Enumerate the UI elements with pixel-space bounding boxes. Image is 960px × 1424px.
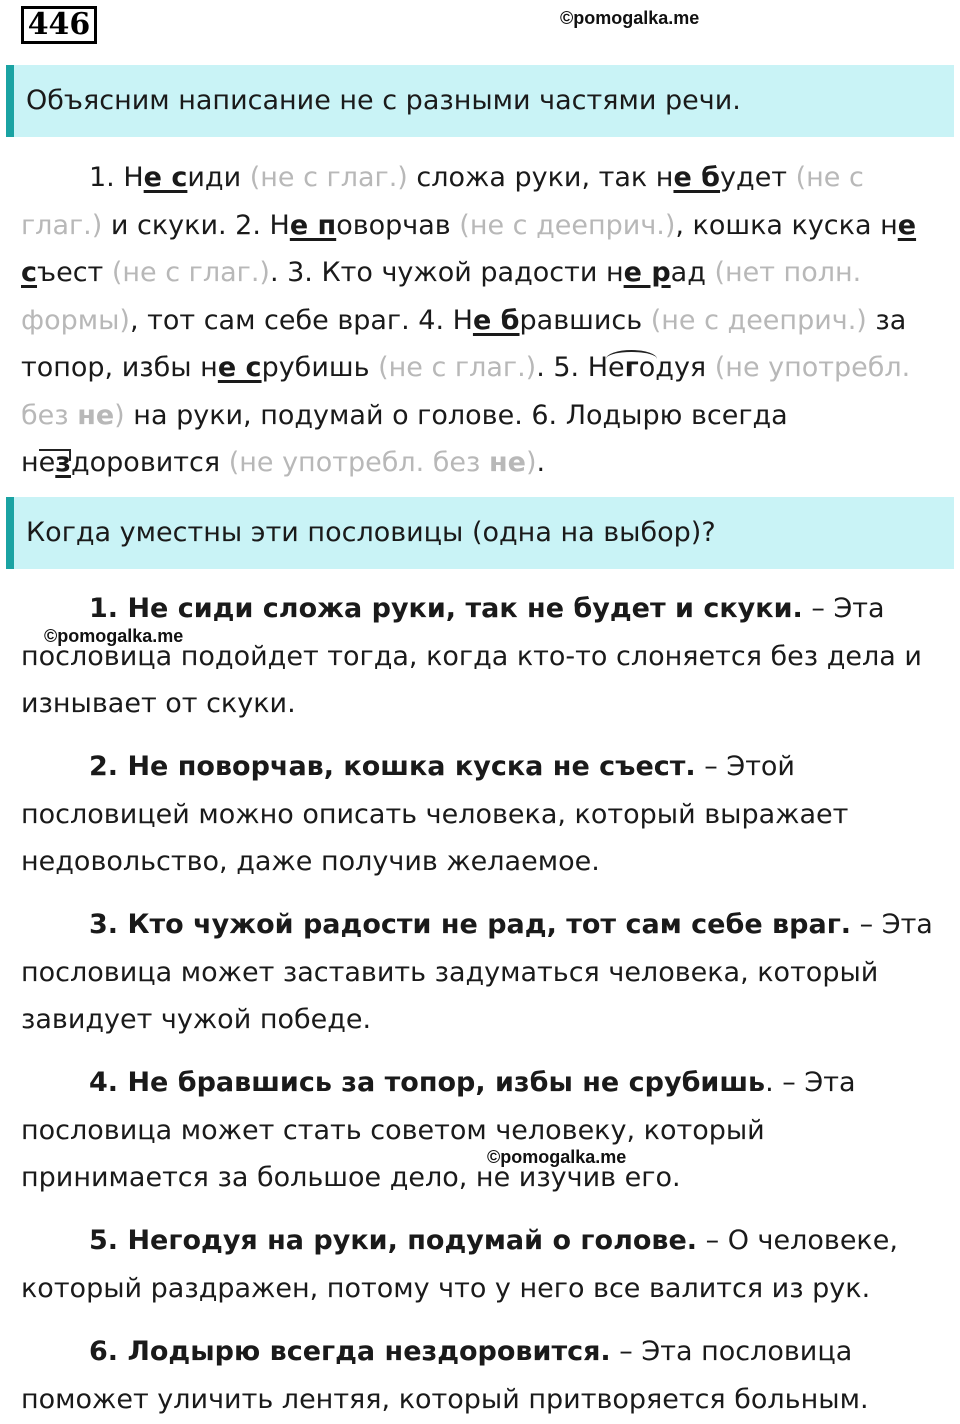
answer-6-proverb: 6. Лодырю всегда нездоровится. xyxy=(89,1336,611,1367)
answer-6-explanation: – Эта пословица поможет уличить лентяя, который притворяется больным. xyxy=(21,1336,869,1415)
answer-5-explanation: – О человеке, который раздражен, потому что у него все валится из рук. xyxy=(21,1225,898,1304)
answer-1 xyxy=(21,585,941,728)
answer-5 xyxy=(21,1217,941,1312)
answer-3-explanation: – Эта пословица может заставить задуматься человека, который завидует чужой победе. xyxy=(21,909,933,1035)
explanation-text: 1. Не сиди (не с глаг.) сложа руки, так не будет (не с глаг.) и скуки. 2. Не поворчав (не с дееприч.), кошка куска не съест (не с глаг.). 3. Кто чужой радости не рад (нет полн. формы), тот сам себе враг. 4. Не бравшись (не с дееприч.) за топор, избы не срубишь (не с глаг.). 5. Н егодуя (не употребл. без не) на руки, подумай о голове. 6. Лодырю всегда н ездоровится (не употребл. без не). xyxy=(21,162,917,478)
answer-1-explanation: – Эта пословица подойдет тогда, когда кто-то слоняется без дела и изнывает от скуки. xyxy=(21,593,922,719)
watermark-lower: ©pomogalka.me xyxy=(487,1147,627,1167)
answer-5-proverb: 5. Негодуя на руки, подумай о голове. xyxy=(89,1225,698,1256)
watermark-mid: ©pomogalka.me xyxy=(44,626,184,646)
answer-3-proverb: 3. Кто чужой радости не рад, тот сам себе враг. xyxy=(89,909,852,940)
answer-4-proverb: 4. Не бравшись за топор, избы не срубишь xyxy=(89,1067,766,1098)
answer-4 xyxy=(21,1059,941,1202)
answer-2-proverb: 2. Не поворчав, кошка куска не съест. xyxy=(89,751,696,782)
section-title-explain: Объясним написание не с разными частями речи. xyxy=(6,65,954,137)
exercise-number: 446 xyxy=(21,6,97,44)
answer-2 xyxy=(21,743,941,886)
answer-2-explanation: – Этой пословицей можно описать человека, который выражает недовольство, даже получив желаемое. xyxy=(21,751,849,877)
answer-3 xyxy=(21,901,941,1044)
section-title-usage: Когда уместны эти пословицы (одна на выбор)? xyxy=(6,497,954,569)
answer-1-proverb: 1. Не сиди сложа руки, так не будет и скуки. xyxy=(89,593,803,624)
answer-6 xyxy=(21,1328,941,1423)
answer-4-explanation: . – Эта пословица может стать советом человеку, который принимается за большое дело, не изучив его. xyxy=(21,1067,856,1193)
watermark-top: ©pomogalka.me xyxy=(560,8,700,28)
